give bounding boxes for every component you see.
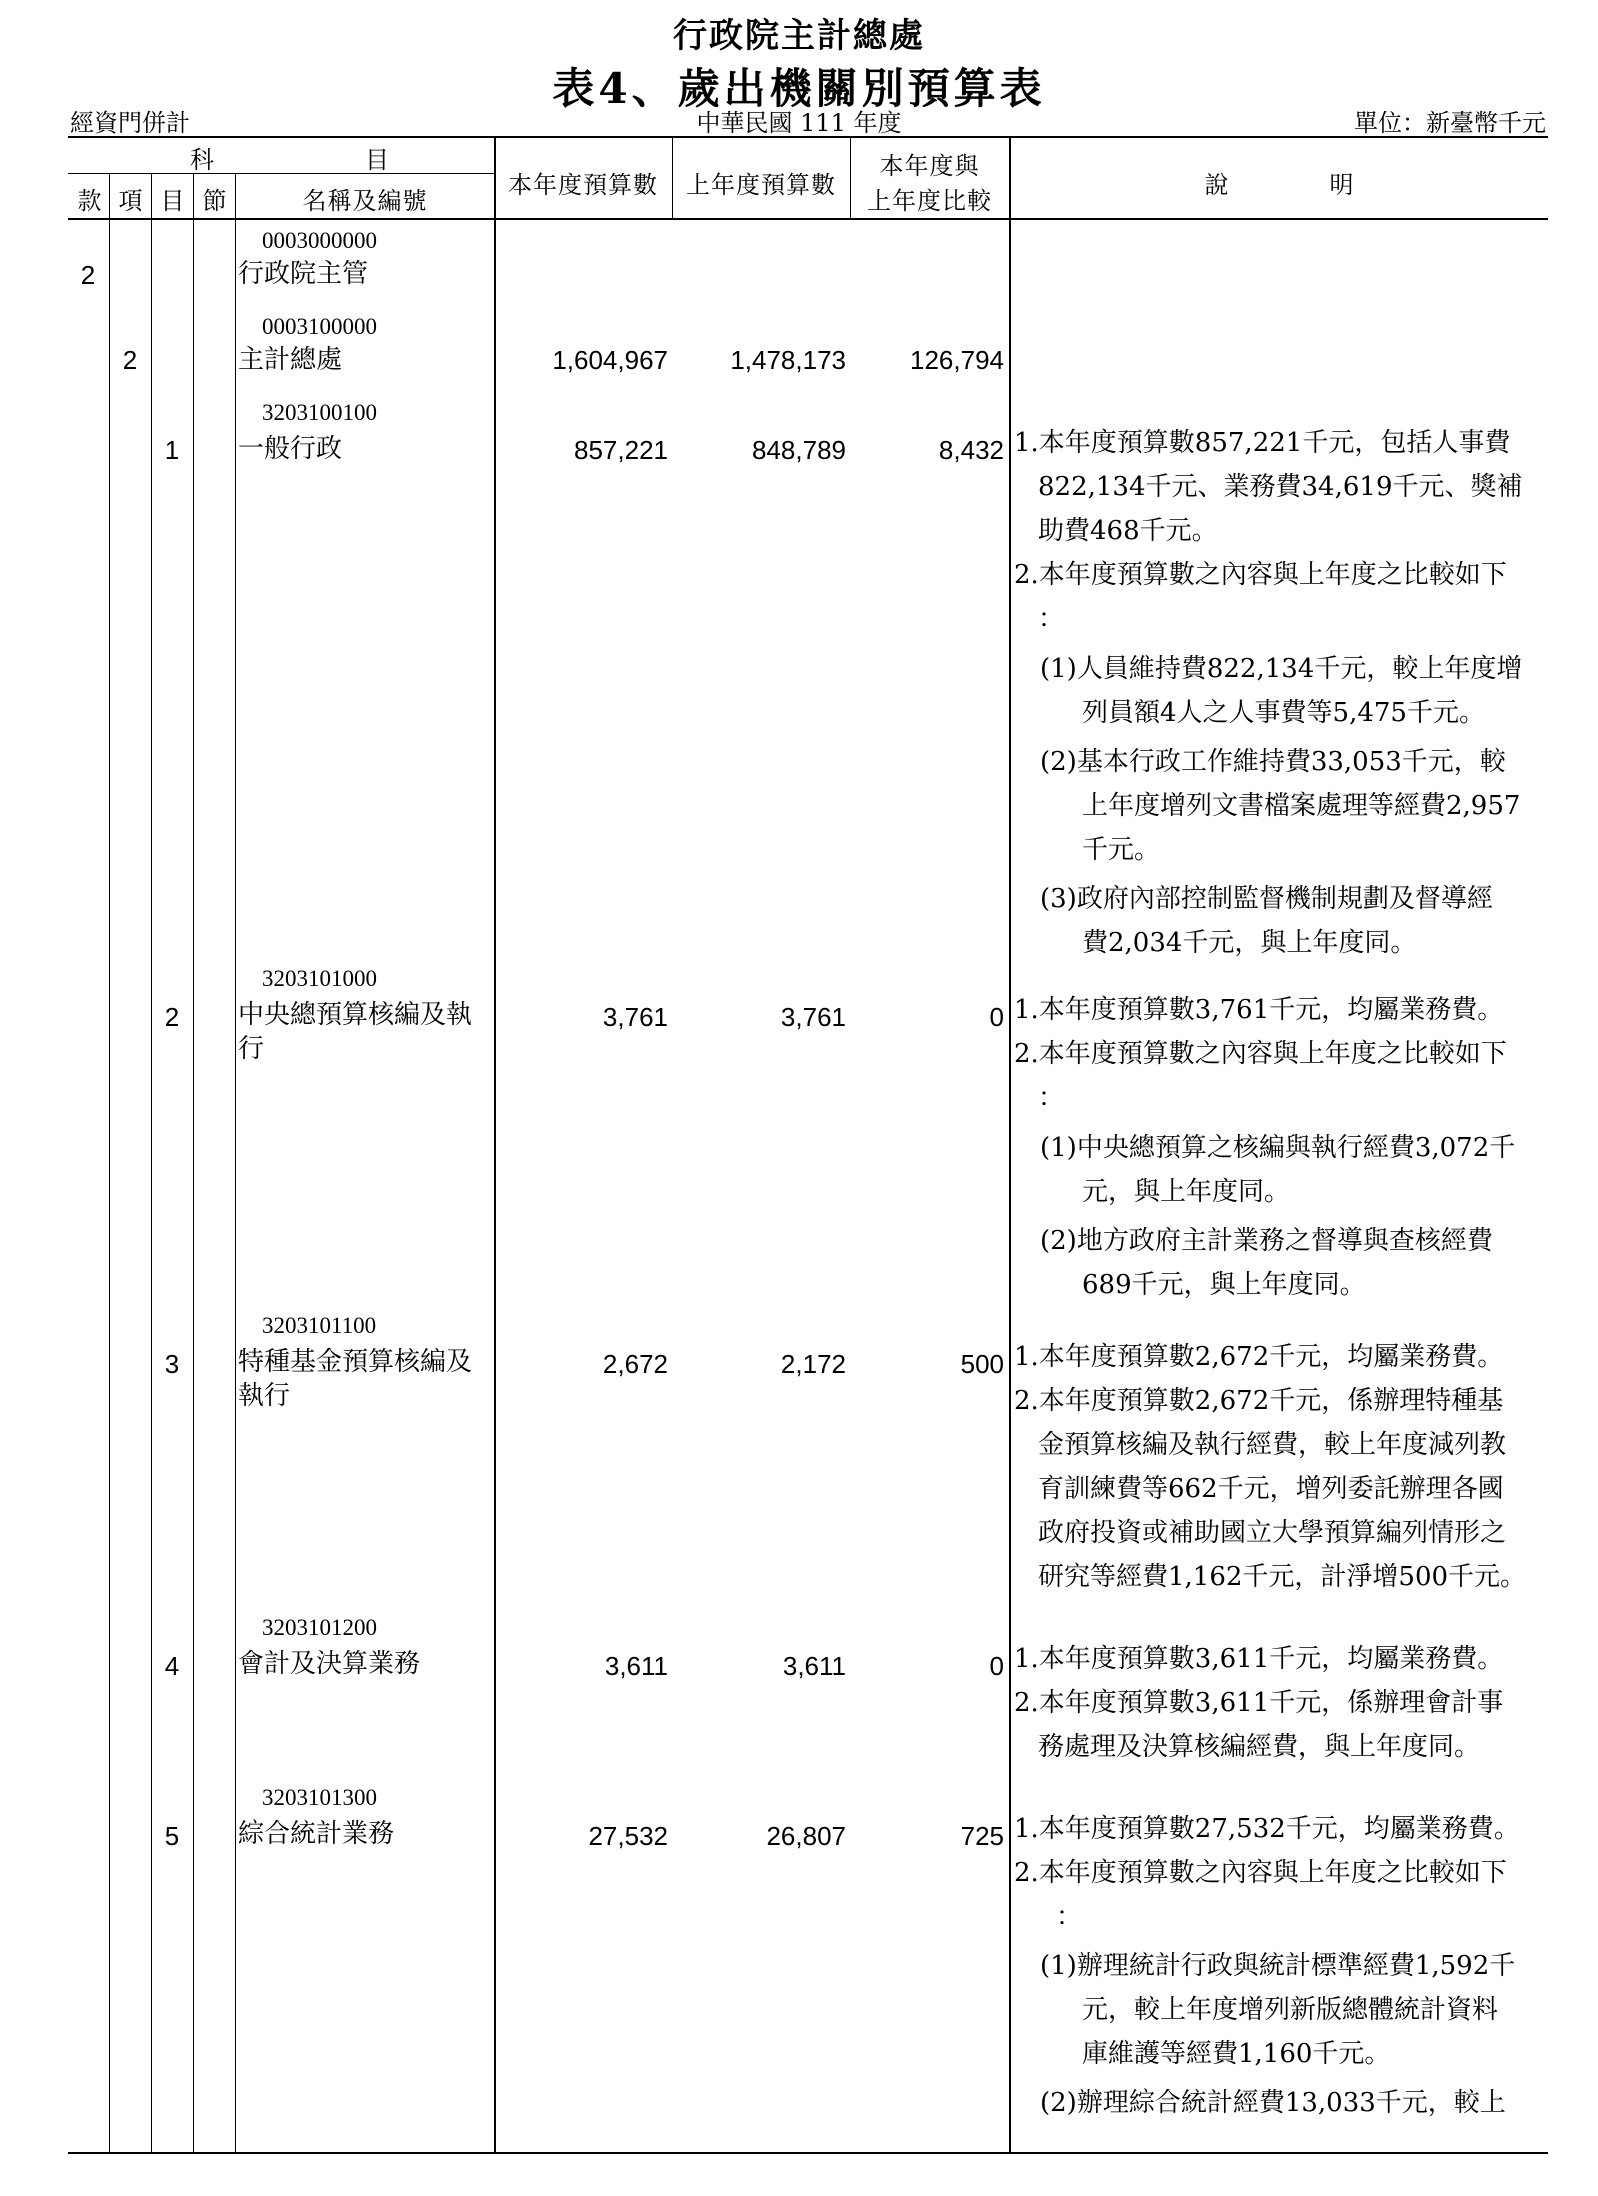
row-mu: 4 (164, 1651, 180, 1681)
row-previous-budget: 3,761 (780, 1002, 846, 1032)
explanation-line: 2.本年度預算數2,672千元，係辦理特種基 (1014, 1386, 1504, 1416)
row-name: 主計總處 (238, 344, 343, 374)
explanation-line: 政府投資或補助國立大學預算編列情形之 (1038, 1518, 1507, 1548)
explanation-line: 2.本年度預算數之內容與上年度之比較如下 (1014, 560, 1507, 590)
col-divider-xiang (151, 174, 152, 2152)
row-mu: 3 (164, 1349, 180, 1379)
explanation-line: (2)地方政府主計業務之督導與查核經費 (1040, 1226, 1493, 1256)
explanation-line: 育訓練費等662千元，增列委託辦理各國 (1038, 1474, 1504, 1504)
explanation-line: 2.本年度預算數3,611千元，係辦理會計事 (1014, 1688, 1504, 1718)
col-divider-kuan (109, 174, 110, 2152)
explanation-line: 元，較上年度增列新版總體統計資料 (1082, 1995, 1499, 2025)
explanation-line: 研究等經費1,162千元，計淨增500千元。 (1038, 1562, 1527, 1592)
header-compare-line2: 上年度比較 (867, 187, 992, 215)
row-difference: 126,794 (910, 345, 1004, 375)
explanation-line: 庫維護等經費1,160千元。 (1082, 2039, 1391, 2069)
row-mu: 2 (164, 1002, 180, 1032)
row-mu: 5 (164, 1821, 180, 1851)
table-title: 表4、歲出機關別預算表 (552, 64, 1046, 113)
row-current-budget: 857,221 (574, 435, 668, 465)
explanation-line: 千元。 (1082, 835, 1161, 865)
explanation-line: 2.本年度預算數之內容與上年度之比較如下 (1014, 1039, 1507, 1069)
agency-title: 行政院主計總處 (673, 16, 925, 56)
row-current-budget: 3,611 (604, 1651, 668, 1681)
header-kuan: 款 (77, 187, 103, 215)
header-xiang: 項 (118, 187, 144, 215)
row-code: 3203101000 (262, 966, 377, 991)
col-divider-mu (193, 174, 194, 2152)
explanation-line: 1.本年度預算數2,672千元，均屬業務費。 (1014, 1342, 1504, 1372)
col-divider-compare (1009, 137, 1011, 2152)
row-name: 會計及決算業務 (238, 1648, 421, 1678)
row-name: 行政院主管 (238, 258, 369, 288)
explanation-line: (3)政府內部控制監督機制規劃及督導經 (1040, 884, 1493, 914)
explanation-line: 2.本年度預算數之內容與上年度之比較如下 (1014, 1858, 1507, 1888)
explanation-line: ： (1038, 604, 1065, 634)
explanation-line: 務處理及決算核編經費，與上年度同。 (1038, 1732, 1481, 1762)
row-mu: 1 (164, 435, 180, 465)
explanation-line: 1.本年度預算數857,221千元，包括人事費 (1014, 428, 1511, 458)
row-name: 一般行政 (238, 433, 343, 463)
row-code: 0003100000 (262, 314, 377, 339)
header-subject-ke: 科 (190, 146, 215, 174)
fiscal-year-label: 中華民國 111 年度 (696, 109, 902, 137)
header-subject-mu: 目 (365, 146, 390, 174)
explanation-line: 1.本年度預算數3,761千元，均屬業務費。 (1014, 995, 1504, 1025)
row-xiang: 2 (122, 345, 138, 375)
explanation-line: 1.本年度預算數3,611千元，均屬業務費。 (1014, 1644, 1504, 1674)
fund-type-label: 經資門併計 (70, 109, 190, 137)
explanation-line: (1)辦理統計行政與統計標準經費1,592千 (1040, 1951, 1516, 1981)
row-current-budget: 27,532 (588, 1821, 668, 1851)
col-divider-previous (850, 137, 851, 219)
row-code: 3203101300 (262, 1785, 377, 1810)
row-previous-budget: 848,789 (752, 435, 846, 465)
row-code: 3203100100 (262, 400, 377, 425)
row-code: 3203101100 (262, 1313, 377, 1338)
row-difference: 8,432 (938, 435, 1004, 465)
explanation-line: 上年度增列文書檔案處理等經費2,957 (1082, 791, 1521, 821)
row-code: 3203101200 (262, 1615, 377, 1640)
row-current-budget: 2,672 (602, 1349, 668, 1379)
explanation-line: 列員額4人之人事費等5,475千元。 (1082, 698, 1485, 728)
explanation-line: (1)中央總預算之核編與執行經費3,072千 (1040, 1133, 1516, 1163)
row-difference: 725 (960, 1821, 1004, 1851)
row-current-budget: 3,761 (602, 1002, 668, 1032)
header-previous-budget: 上年度預算數 (686, 171, 836, 199)
row-previous-budget: 26,807 (766, 1821, 846, 1851)
explanation-line: (2)基本行政工作維持費33,053千元，較 (1040, 747, 1506, 777)
subject-header-rule (68, 173, 495, 174)
explanation-line: (1)人員維持費822,134千元，較上年度增 (1040, 654, 1523, 684)
explanation-line: 1.本年度預算數27,532千元，均屬業務費。 (1014, 1814, 1520, 1844)
row-previous-budget: 1,478,173 (730, 345, 846, 375)
explanation-line: ： (1038, 1083, 1065, 1113)
explanation-line: 822,134千元、業務費34,619千元、獎補 (1038, 472, 1523, 502)
row-kuan: 2 (80, 260, 96, 290)
row-name: 綜合統計業務 (238, 1818, 395, 1848)
explanation-line: 費2,034千元，與上年度同。 (1082, 928, 1417, 958)
row-difference: 0 (989, 1651, 1004, 1681)
unit-label: 單位：新臺幣千元 (1354, 109, 1546, 137)
explanation-line: 助費468千元。 (1038, 516, 1218, 546)
header-jie: 節 (202, 187, 228, 215)
header-explanation: 說 明 (1204, 171, 1355, 199)
header-current-budget: 本年度預算數 (508, 171, 658, 199)
row-code: 0003000000 (262, 228, 377, 253)
explanation-line: 金預算核編及執行經費，較上年度減列教 (1038, 1430, 1507, 1460)
explanation-line: 元，與上年度同。 (1082, 1177, 1291, 1207)
header-bottom-rule (68, 218, 1548, 220)
explanation-line: ： (1056, 1902, 1083, 1932)
explanation-line: (2)辦理綜合統計經費13,033千元，較上 (1040, 2088, 1506, 2118)
row-previous-budget: 3,611 (782, 1651, 846, 1681)
row-difference: 0 (989, 1002, 1004, 1032)
row-name: 中央總預算核編及執行 (238, 999, 473, 1063)
row-previous-budget: 2,172 (780, 1349, 846, 1379)
row-current-budget: 1,604,967 (552, 345, 668, 375)
header-mu: 目 (160, 187, 186, 215)
col-divider-current (672, 137, 673, 219)
col-divider-jie (235, 174, 236, 2152)
explanation-line: 689千元，與上年度同。 (1082, 1270, 1366, 1300)
table-top-rule (68, 136, 1548, 138)
row-name: 特種基金預算核編及執行 (238, 1346, 473, 1410)
table-bottom-rule (68, 2152, 1548, 2154)
row-difference: 500 (960, 1349, 1004, 1379)
header-compare-line1: 本年度與 (879, 152, 980, 180)
header-name-code: 名稱及編號 (302, 187, 428, 215)
